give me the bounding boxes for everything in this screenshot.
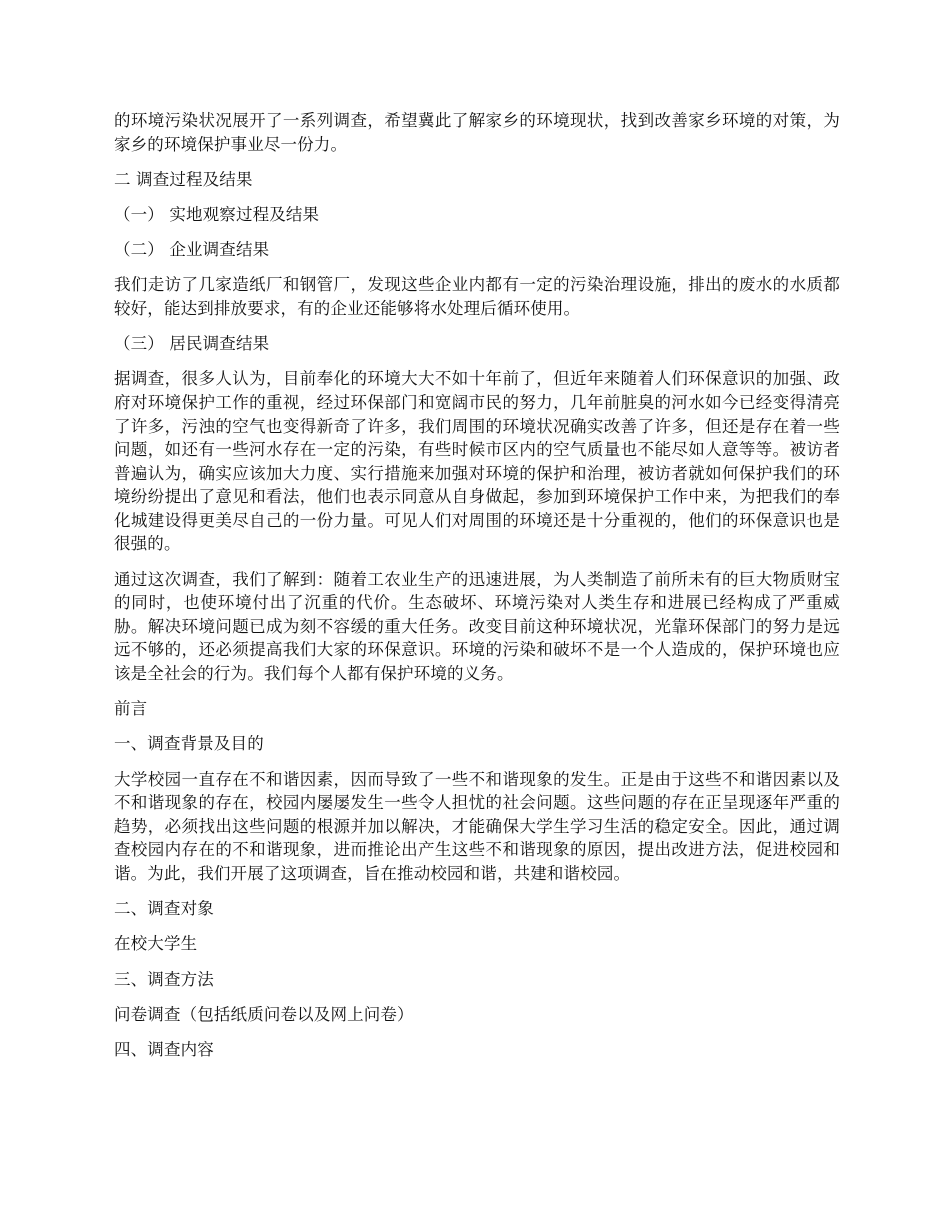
section-heading-content: 四、调查内容 xyxy=(114,1039,214,1059)
paragraph-intro-continued: 的环境污染状况展开了一系列调查，希望冀此了解家乡的环境现状，找到改善家乡环境的对策，为家乡的环境保护事业尽一份力。 xyxy=(114,111,840,154)
text-method: 问卷调查（包括纸质问卷以及网上问卷） xyxy=(114,1004,414,1024)
section-heading-method: 三、调查方法 xyxy=(114,969,214,989)
subheading-resident-survey: （三） 居民调查结果 xyxy=(114,334,270,354)
paragraph-background: 大学校园一直存在不和谐因素，因而导致了一些不和谐现象的发生。正是由于这些不和谐因素以及不和谐现象的存在，校园内屡屡发生一些令人担忧的社会问题。这些问题的存在正呈现逐年严重的趋势，必须找出这些问题的根源并加以解决，才能确保大学生学习生活的稳定安全。因此，通过调查校园内存在的不和谐现象，进而推论出产生这些不和谐现象的原因，提出改进方法，促进校园和谐。为此，我们开展了这项调查，旨在推动校园和谐，共建和谐校园。 xyxy=(114,769,840,883)
subheading-enterprise-survey: （二） 企业调查结果 xyxy=(114,240,270,260)
heading-preface: 前言 xyxy=(114,699,148,719)
paragraph-resident-results: 据调查，很多人认为，目前奉化的环境大大不如十年前了，但近年来随着人们环保意识的加强、政府对环境保护工作的重视，经过环保部门和宽阔市民的努力，几年前脏臭的河水如今已经变得清亮了许多，污浊的空气也变得新奇了许多，我们周围的环境状况确实改善了许多，但还是存在着一些问题，如还有一些河水存在一定的污染，有些时候市区内的空气质量也不能尽如人意等等。被访者普遍认为，确实应该加大力度、实行措施来加强对环境的保护和治理，被访者就如何保护我们的环境纷纷提出了意见和看法，他们也表示同意从自身做起，参加到环境保护工作中来，为把我们的奉化城建设得更美尽自己的一份力量。可见人们对周围的环境还是十分重视的，他们的环保意识也是很强的。 xyxy=(114,369,840,554)
paragraph-enterprise-results: 我们走访了几家造纸厂和钢管厂，发现这些企业内都有一定的污染治理设施，排出的废水的水质都较好，能达到排放要求，有的企业还能够将水处理后循环使用。 xyxy=(114,275,840,318)
text-subjects: 在校大学生 xyxy=(114,934,198,954)
subheading-field-observation: （一） 实地观察过程及结果 xyxy=(114,204,320,224)
section-heading-background: 一、调查背景及目的 xyxy=(114,734,264,754)
paragraph-conclusion: 通过这次调查，我们了解到：随着工农业生产的迅速进展，为人类制造了前所未有的巨大物质财宝的同时，也使环境付出了沉重的代价。生态破坏、环境污染对人类生存和进展已经构成了严重威胁。解决环境问题已成为刻不容缓的重大任务。改变目前这种环境状况，光靠环保部门的努力是远远不够的，还必须提高我们大家的环保意识。环境的污染和破坏不是一个人造成的，保护环境也应该是全社会的行为。我们每个人都有保护环境的义务。 xyxy=(114,569,840,684)
section-heading-survey-process: 二 调查过程及结果 xyxy=(114,169,253,189)
section-heading-subjects: 二、调查对象 xyxy=(114,899,214,919)
document-page xyxy=(114,109,840,1073)
